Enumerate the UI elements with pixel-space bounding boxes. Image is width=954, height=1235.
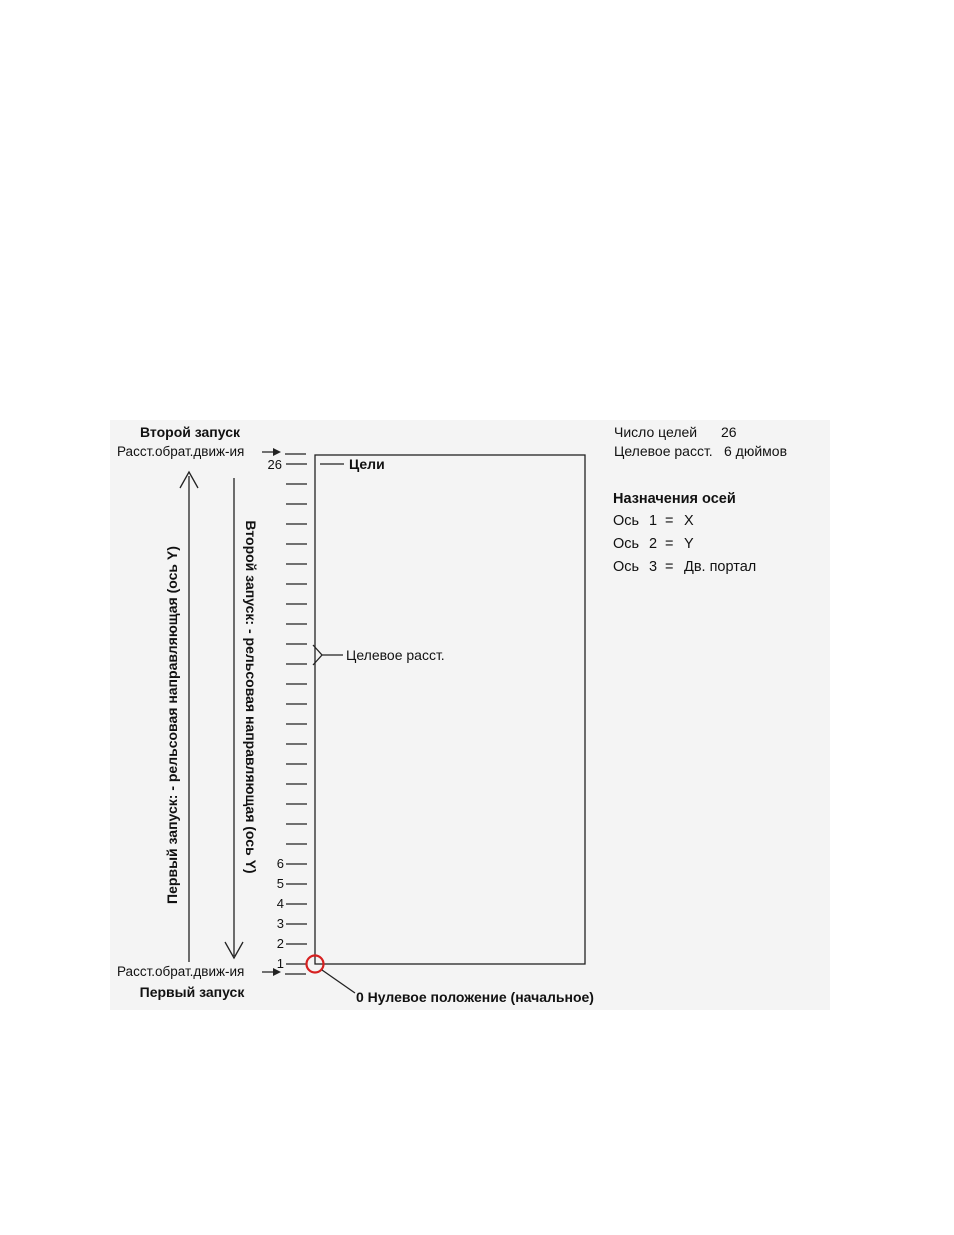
second-run-title: Второй запуск <box>140 424 240 440</box>
axis-row-label: Ось <box>613 559 640 575</box>
axis-row-label: Ось <box>613 513 640 529</box>
target-spacing-label: Целевое расст. <box>346 647 445 663</box>
axis-row-equals: = <box>665 559 674 575</box>
axis-row-value: Y <box>684 536 694 552</box>
targets-label: Цели <box>349 456 385 472</box>
tick-label-6: 6 <box>276 856 284 871</box>
axes-title: Назначения осей <box>613 491 736 507</box>
axis-row-number: 2 <box>649 536 658 552</box>
bottom-backlash-label: Расст.обрат.движ-ия <box>117 964 245 979</box>
target-count-value: 26 <box>721 424 737 440</box>
first-run-text: Первый запуск: - рельсовая направляющая (ось Y) <box>164 546 180 904</box>
target-count-label: Число целей <box>614 424 698 440</box>
axis-row-equals: = <box>665 536 674 552</box>
axis-row-equals: = <box>665 513 674 529</box>
tick-label-1: 1 <box>276 956 284 971</box>
zero-position-label: 0 Нулевое положение (начальное) <box>356 989 594 1005</box>
tick-label-26: 26 <box>267 457 282 472</box>
axis-row-label: Ось <box>613 536 640 552</box>
second-run-text: Второй запуск: - рельсовая направляющая (ось Y) <box>243 520 259 874</box>
target-spacing-info-value: 6 дюймов <box>724 443 788 459</box>
axis-row-number: 1 <box>649 513 658 529</box>
tick-label-4: 4 <box>276 896 284 911</box>
first-run-title: Первый запуск <box>139 984 245 1000</box>
axis-row-value: Дв. портал <box>684 559 757 575</box>
axis-row-number: 3 <box>649 559 658 575</box>
tick-label-3: 3 <box>276 916 284 931</box>
tick-label-5: 5 <box>276 876 284 891</box>
top-backlash-label: Расст.обрат.движ-ия <box>117 444 245 459</box>
diagram-panel <box>110 420 830 1010</box>
tick-label-2: 2 <box>276 936 284 951</box>
target-spacing-info-label: Целевое расст. <box>614 443 713 459</box>
axis-row-value: X <box>684 513 694 529</box>
